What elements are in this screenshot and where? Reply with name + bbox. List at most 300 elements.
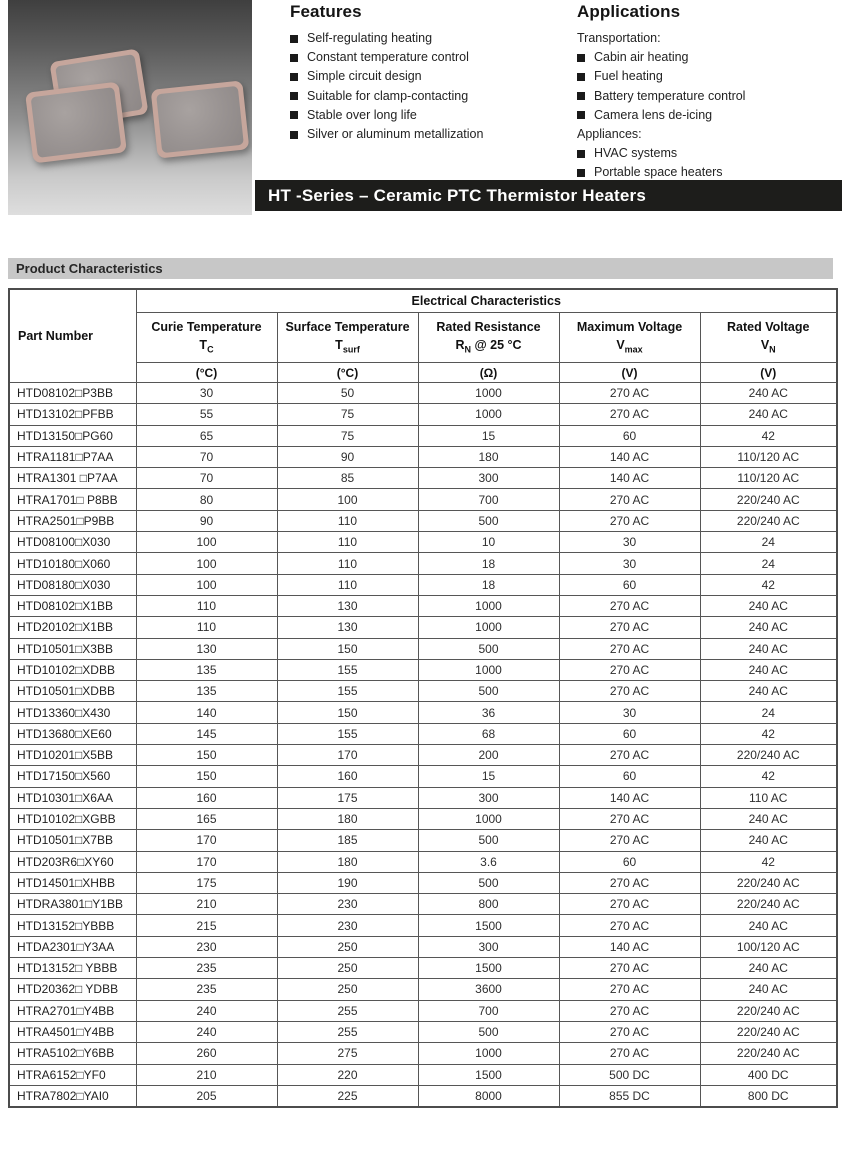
column-header-subscript: N bbox=[769, 344, 776, 355]
cell-value: 160 bbox=[277, 766, 418, 787]
cell-value: 42 bbox=[700, 723, 837, 744]
cell-value: 240 AC bbox=[700, 915, 837, 936]
column-header-symbol: $V_N$ bbox=[760, 338, 776, 355]
column-unit: (Ω) bbox=[418, 363, 559, 383]
table-row bbox=[9, 830, 837, 851]
cell-value: 1500 bbox=[418, 915, 559, 936]
table-row bbox=[9, 446, 837, 467]
cell-value: 270 AC bbox=[559, 915, 700, 936]
cell-value: 270 AC bbox=[559, 617, 700, 638]
cell-value: 800 DC bbox=[700, 1085, 837, 1107]
cell-value: 255 bbox=[277, 1000, 418, 1021]
cell-value: 240 AC bbox=[700, 595, 837, 616]
bullet-square-icon bbox=[290, 73, 298, 81]
cell-value: 270 AC bbox=[559, 404, 700, 425]
cell-value: 270 AC bbox=[559, 510, 700, 531]
cell-value: 240 bbox=[136, 1021, 277, 1042]
features-title: Features bbox=[290, 2, 362, 21]
cell-part-number: HTD13360□X430 bbox=[9, 702, 136, 723]
application-item-label: Portable space heaters bbox=[594, 165, 723, 180]
cell-value: 240 AC bbox=[700, 404, 837, 425]
cell-value: 155 bbox=[277, 723, 418, 744]
cell-value: 180 bbox=[418, 446, 559, 467]
cell-value: 155 bbox=[277, 681, 418, 702]
cell-value: 180 bbox=[277, 808, 418, 829]
characteristics-table bbox=[8, 288, 838, 1108]
cell-part-number: HTD08100□X030 bbox=[9, 532, 136, 553]
cell-value: 150 bbox=[136, 766, 277, 787]
cell-value: 700 bbox=[418, 1000, 559, 1021]
cell-value: 220/240 AC bbox=[700, 745, 837, 766]
cell-value: 205 bbox=[136, 1085, 277, 1107]
cell-part-number: HTRA7802□YAI0 bbox=[9, 1085, 136, 1107]
cell-value: 140 AC bbox=[559, 936, 700, 957]
cell-value: 240 AC bbox=[700, 979, 837, 1000]
table-row bbox=[9, 617, 837, 638]
cell-value: 240 AC bbox=[700, 617, 837, 638]
application-group-label: Appliances: bbox=[577, 127, 642, 142]
bullet-square-icon bbox=[577, 169, 585, 177]
column-header-title: Curie Temperature bbox=[151, 319, 262, 334]
cell-part-number: HTRA1701□ P8BB bbox=[9, 489, 136, 510]
table-row bbox=[9, 468, 837, 489]
column-header-part-number: Part Number bbox=[9, 289, 136, 383]
cell-value: 135 bbox=[136, 659, 277, 680]
series-title: HT -Series – Ceramic PTC Thermistor Heaters bbox=[268, 185, 647, 205]
table-row bbox=[9, 532, 837, 553]
cell-value: 220/240 AC bbox=[700, 510, 837, 531]
cell-value: 150 bbox=[277, 638, 418, 659]
table-row bbox=[9, 574, 837, 595]
application-item-label: Camera lens de-icing bbox=[594, 107, 713, 122]
cell-value: 60 bbox=[559, 723, 700, 744]
cell-part-number: HTD08102□P3BB bbox=[9, 383, 136, 404]
cell-part-number: HTD10102□XDBB bbox=[9, 659, 136, 680]
table-row bbox=[9, 702, 837, 723]
cell-value: 80 bbox=[136, 489, 277, 510]
cell-value: 3600 bbox=[418, 979, 559, 1000]
bullet-square-icon bbox=[290, 92, 298, 100]
cell-value: 90 bbox=[136, 510, 277, 531]
cell-value: 700 bbox=[418, 489, 559, 510]
cell-value: 500 bbox=[418, 638, 559, 659]
cell-value: 230 bbox=[277, 915, 418, 936]
cell-value: 400 DC bbox=[700, 1064, 837, 1085]
table-row bbox=[9, 787, 837, 808]
bullet-square-icon bbox=[577, 73, 585, 81]
cell-part-number: HTDA2301□Y3AA bbox=[9, 936, 136, 957]
column-header-symbol: $R_N$ @ 25 °C bbox=[455, 338, 522, 355]
cell-value: 30 bbox=[559, 532, 700, 553]
cell-value: 160 bbox=[136, 787, 277, 808]
table-group-header: Electrical Characteristics bbox=[136, 289, 837, 313]
cell-value: 200 bbox=[418, 745, 559, 766]
table-head bbox=[9, 289, 837, 383]
table-row bbox=[9, 1000, 837, 1021]
cell-value: 110 AC bbox=[700, 787, 837, 808]
column-header-symbol: $V_{max}$ bbox=[616, 338, 643, 355]
cell-part-number: HTRA5102□Y6BB bbox=[9, 1043, 136, 1064]
bullet-square-icon bbox=[290, 111, 298, 119]
cell-value: 170 bbox=[136, 830, 277, 851]
cell-part-number: HTD13680□XE60 bbox=[9, 723, 136, 744]
cell-value: 110 bbox=[277, 510, 418, 531]
ptc-chip-image bbox=[151, 80, 250, 158]
cell-value: 75 bbox=[277, 425, 418, 446]
cell-value: 220/240 AC bbox=[700, 894, 837, 915]
cell-value: 24 bbox=[700, 702, 837, 723]
cell-value: 90 bbox=[277, 446, 418, 467]
cell-value: 30 bbox=[559, 702, 700, 723]
cell-value: 1000 bbox=[418, 659, 559, 680]
cell-value: 70 bbox=[136, 446, 277, 467]
application-group-label: Transportation: bbox=[577, 31, 661, 45]
cell-value: 24 bbox=[700, 532, 837, 553]
table-row bbox=[9, 659, 837, 680]
cell-value: 270 AC bbox=[559, 638, 700, 659]
table-row bbox=[9, 553, 837, 574]
cell-value: 75 bbox=[277, 404, 418, 425]
column-unit: (°C) bbox=[136, 363, 277, 383]
cell-value: 220/240 AC bbox=[700, 872, 837, 893]
bullet-square-icon bbox=[577, 150, 585, 158]
bullet-square-icon bbox=[577, 111, 585, 119]
cell-value: 100/120 AC bbox=[700, 936, 837, 957]
cell-value: 1000 bbox=[418, 383, 559, 404]
cell-value: 235 bbox=[136, 958, 277, 979]
cell-value: 10 bbox=[418, 532, 559, 553]
cell-value: 110 bbox=[277, 532, 418, 553]
table-body bbox=[9, 383, 837, 1108]
table-row bbox=[9, 489, 837, 510]
cell-value: 270 AC bbox=[559, 808, 700, 829]
cell-value: 1500 bbox=[418, 1064, 559, 1085]
cell-value: 175 bbox=[136, 872, 277, 893]
cell-value: 240 AC bbox=[700, 808, 837, 829]
column-header-subscript: max bbox=[624, 344, 643, 355]
column-header bbox=[700, 313, 837, 363]
cell-value: 500 bbox=[418, 1021, 559, 1042]
feature-item-label: Constant temperature control bbox=[307, 50, 469, 65]
cell-value: 270 AC bbox=[559, 681, 700, 702]
cell-value: 300 bbox=[418, 468, 559, 489]
cell-part-number: HTD20102□X1BB bbox=[9, 617, 136, 638]
series-title-banner bbox=[255, 180, 842, 211]
feature-item-label: Self-regulating heating bbox=[307, 31, 433, 45]
application-item-label: Battery temperature control bbox=[594, 88, 746, 103]
cell-value: 270 AC bbox=[559, 1021, 700, 1042]
cell-value: 42 bbox=[700, 851, 837, 872]
cell-value: 100 bbox=[136, 553, 277, 574]
cell-value: 155 bbox=[277, 659, 418, 680]
cell-value: 36 bbox=[418, 702, 559, 723]
table-row bbox=[9, 404, 837, 425]
cell-part-number: HTRA1301 □P7AA bbox=[9, 468, 136, 489]
cell-value: 220/240 AC bbox=[700, 489, 837, 510]
cell-value: 230 bbox=[277, 894, 418, 915]
feature-item bbox=[290, 48, 568, 67]
cell-value: 18 bbox=[418, 574, 559, 595]
cell-value: 220/240 AC bbox=[700, 1000, 837, 1021]
cell-value: 500 bbox=[418, 872, 559, 893]
features-list bbox=[290, 29, 568, 144]
column-header-symbol: $T_{surf}$ bbox=[335, 338, 360, 355]
cell-value: 130 bbox=[277, 595, 418, 616]
cell-value: 85 bbox=[277, 468, 418, 489]
cell-value: 55 bbox=[136, 404, 277, 425]
cell-part-number: HTD13150□PG60 bbox=[9, 425, 136, 446]
cell-part-number: HTRA6152□YF0 bbox=[9, 1064, 136, 1085]
application-item bbox=[577, 106, 839, 125]
cell-value: 500 bbox=[418, 681, 559, 702]
column-unit: (°C) bbox=[277, 363, 418, 383]
cell-value: 1000 bbox=[418, 595, 559, 616]
feature-item bbox=[290, 106, 568, 125]
application-item-label: HVAC systems bbox=[594, 146, 678, 161]
column-header bbox=[277, 313, 418, 363]
cell-part-number: HTRA1181□P7AA bbox=[9, 446, 136, 467]
cell-value: 70 bbox=[136, 468, 277, 489]
feature-item bbox=[290, 67, 568, 86]
cell-value: 68 bbox=[418, 723, 559, 744]
cell-value: 250 bbox=[277, 979, 418, 1000]
application-item-label: Fuel heating bbox=[594, 69, 663, 84]
table-row bbox=[9, 723, 837, 744]
cell-value: 190 bbox=[277, 872, 418, 893]
features-section bbox=[290, 2, 568, 144]
column-header-title: Surface Temperature bbox=[285, 319, 410, 334]
cell-value: 215 bbox=[136, 915, 277, 936]
table-row bbox=[9, 1085, 837, 1107]
cell-part-number: HTD10102□XGBB bbox=[9, 808, 136, 829]
cell-value: 140 AC bbox=[559, 468, 700, 489]
cell-value: 175 bbox=[277, 787, 418, 808]
cell-value: 270 AC bbox=[559, 489, 700, 510]
bullet-square-icon bbox=[577, 92, 585, 100]
cell-value: 30 bbox=[136, 383, 277, 404]
cell-value: 250 bbox=[277, 958, 418, 979]
cell-value: 240 AC bbox=[700, 830, 837, 851]
product-photo bbox=[8, 0, 252, 215]
column-header-title: Rated Voltage bbox=[727, 319, 810, 334]
table-row bbox=[9, 958, 837, 979]
bullet-square-icon bbox=[290, 131, 298, 139]
table-row bbox=[9, 383, 837, 404]
cell-value: 1000 bbox=[418, 808, 559, 829]
feature-item-label: Suitable for clamp-contacting bbox=[307, 88, 469, 103]
cell-value: 225 bbox=[277, 1085, 418, 1107]
cell-part-number: HTD13102□PFBB bbox=[9, 404, 136, 425]
table-row bbox=[9, 872, 837, 893]
column-header-title: Rated Resistance bbox=[436, 319, 541, 334]
cell-part-number: HTD13152□YBBB bbox=[9, 915, 136, 936]
cell-value: 270 AC bbox=[559, 659, 700, 680]
table-row bbox=[9, 1021, 837, 1042]
cell-value: 230 bbox=[136, 936, 277, 957]
cell-value: 270 AC bbox=[559, 894, 700, 915]
cell-value: 42 bbox=[700, 425, 837, 446]
ptc-chip-image bbox=[25, 82, 127, 164]
cell-value: 240 AC bbox=[700, 638, 837, 659]
cell-value: 240 AC bbox=[700, 681, 837, 702]
table-row bbox=[9, 1064, 837, 1085]
table-row bbox=[9, 638, 837, 659]
application-item bbox=[577, 67, 839, 86]
cell-part-number: HTRA2701□Y4BB bbox=[9, 1000, 136, 1021]
cell-value: 500 DC bbox=[559, 1064, 700, 1085]
cell-value: 165 bbox=[136, 808, 277, 829]
cell-value: 240 AC bbox=[700, 383, 837, 404]
cell-part-number: HTD10501□X3BB bbox=[9, 638, 136, 659]
cell-value: 100 bbox=[277, 489, 418, 510]
cell-value: 1000 bbox=[418, 1043, 559, 1064]
cell-value: 1000 bbox=[418, 404, 559, 425]
cell-value: 110/120 AC bbox=[700, 468, 837, 489]
table-row bbox=[9, 681, 837, 702]
cell-part-number: HTD17150□X560 bbox=[9, 766, 136, 787]
cell-value: 100 bbox=[136, 574, 277, 595]
cell-value: 50 bbox=[277, 383, 418, 404]
applications-list bbox=[577, 29, 839, 183]
cell-value: 250 bbox=[277, 936, 418, 957]
cell-value: 240 AC bbox=[700, 659, 837, 680]
table-row bbox=[9, 595, 837, 616]
cell-part-number: HTD10501□XDBB bbox=[9, 681, 136, 702]
cell-part-number: HTD10201□X5BB bbox=[9, 745, 136, 766]
feature-item-label: Stable over long life bbox=[307, 107, 417, 122]
table-row bbox=[9, 936, 837, 957]
cell-value: 42 bbox=[700, 766, 837, 787]
bullet-square-icon bbox=[290, 54, 298, 62]
application-group-list bbox=[577, 48, 839, 125]
application-item bbox=[577, 87, 839, 106]
column-header-subscript: C bbox=[207, 344, 214, 355]
cell-value: 270 AC bbox=[559, 979, 700, 1000]
cell-value: 210 bbox=[136, 1064, 277, 1085]
table-row bbox=[9, 979, 837, 1000]
cell-value: 240 AC bbox=[700, 958, 837, 979]
column-header bbox=[418, 313, 559, 363]
cell-value: 15 bbox=[418, 425, 559, 446]
cell-value: 240 bbox=[136, 1000, 277, 1021]
table-row bbox=[9, 808, 837, 829]
column-header-subscript: N bbox=[464, 344, 471, 355]
cell-value: 140 AC bbox=[559, 446, 700, 467]
table-row bbox=[9, 766, 837, 787]
column-header-title: Maximum Voltage bbox=[576, 319, 683, 334]
cell-part-number: HTDRA3801□Y1BB bbox=[9, 894, 136, 915]
cell-value: 270 AC bbox=[559, 595, 700, 616]
cell-value: 235 bbox=[136, 979, 277, 1000]
cell-value: 255 bbox=[277, 1021, 418, 1042]
cell-value: 300 bbox=[418, 936, 559, 957]
cell-value: 60 bbox=[559, 425, 700, 446]
cell-value: 270 AC bbox=[559, 958, 700, 979]
column-header bbox=[559, 313, 700, 363]
cell-part-number: HTD10501□X7BB bbox=[9, 830, 136, 851]
cell-part-number: HTRA4501□Y4BB bbox=[9, 1021, 136, 1042]
cell-value: 3.6 bbox=[418, 851, 559, 872]
applications-section bbox=[577, 2, 839, 183]
cell-part-number: HTD20362□ YDBB bbox=[9, 979, 136, 1000]
cell-part-number: HTD10301□X6AA bbox=[9, 787, 136, 808]
column-header-symbol: $T_C$ bbox=[199, 338, 214, 355]
feature-item bbox=[290, 29, 568, 48]
cell-value: 1500 bbox=[418, 958, 559, 979]
cell-value: 140 bbox=[136, 702, 277, 723]
cell-value: 60 bbox=[559, 851, 700, 872]
table-row bbox=[9, 425, 837, 446]
application-item-label: Cabin air heating bbox=[594, 50, 689, 65]
cell-value: 110 bbox=[277, 574, 418, 595]
feature-item bbox=[290, 87, 568, 106]
cell-value: 60 bbox=[559, 574, 700, 595]
table-row bbox=[9, 851, 837, 872]
cell-value: 65 bbox=[136, 425, 277, 446]
cell-value: 300 bbox=[418, 787, 559, 808]
cell-part-number: HTD08180□X030 bbox=[9, 574, 136, 595]
table-row bbox=[9, 510, 837, 531]
cell-part-number: HTRA2501□P9BB bbox=[9, 510, 136, 531]
cell-value: 170 bbox=[277, 745, 418, 766]
feature-item-label: Simple circuit design bbox=[307, 69, 422, 84]
application-item bbox=[577, 48, 839, 67]
cell-value: 210 bbox=[136, 894, 277, 915]
table-row bbox=[9, 894, 837, 915]
cell-value: 260 bbox=[136, 1043, 277, 1064]
cell-value: 270 AC bbox=[559, 830, 700, 851]
cell-value: 800 bbox=[418, 894, 559, 915]
cell-value: 500 bbox=[418, 830, 559, 851]
bullet-square-icon bbox=[577, 54, 585, 62]
cell-value: 270 AC bbox=[559, 745, 700, 766]
column-unit: (V) bbox=[559, 363, 700, 383]
column-header-subscript: surf bbox=[342, 344, 360, 355]
section-title: Product Characteristics bbox=[16, 261, 163, 276]
column-header bbox=[136, 313, 277, 363]
cell-value: 270 AC bbox=[559, 872, 700, 893]
cell-value: 30 bbox=[559, 553, 700, 574]
cell-value: 15 bbox=[418, 766, 559, 787]
column-unit: (V) bbox=[700, 363, 837, 383]
table-row bbox=[9, 1043, 837, 1064]
cell-value: 1000 bbox=[418, 617, 559, 638]
cell-value: 42 bbox=[700, 574, 837, 595]
cell-value: 140 AC bbox=[559, 787, 700, 808]
feature-item bbox=[290, 125, 568, 144]
cell-value: 110/120 AC bbox=[700, 446, 837, 467]
cell-value: 270 AC bbox=[559, 383, 700, 404]
cell-value: 185 bbox=[277, 830, 418, 851]
feature-item-label: Silver or aluminum metallization bbox=[307, 127, 484, 142]
cell-part-number: HTD14501□XHBB bbox=[9, 872, 136, 893]
cell-value: 500 bbox=[418, 510, 559, 531]
section-header-bar bbox=[8, 258, 833, 279]
cell-value: 270 AC bbox=[559, 1043, 700, 1064]
cell-value: 220/240 AC bbox=[700, 1043, 837, 1064]
cell-value: 18 bbox=[418, 553, 559, 574]
cell-value: 110 bbox=[136, 595, 277, 616]
cell-value: 855 DC bbox=[559, 1085, 700, 1107]
application-item bbox=[577, 144, 839, 163]
cell-value: 180 bbox=[277, 851, 418, 872]
cell-part-number: HTD10180□X060 bbox=[9, 553, 136, 574]
cell-value: 220/240 AC bbox=[700, 1021, 837, 1042]
bullet-square-icon bbox=[290, 35, 298, 43]
cell-value: 145 bbox=[136, 723, 277, 744]
cell-value: 24 bbox=[700, 553, 837, 574]
cell-value: 275 bbox=[277, 1043, 418, 1064]
